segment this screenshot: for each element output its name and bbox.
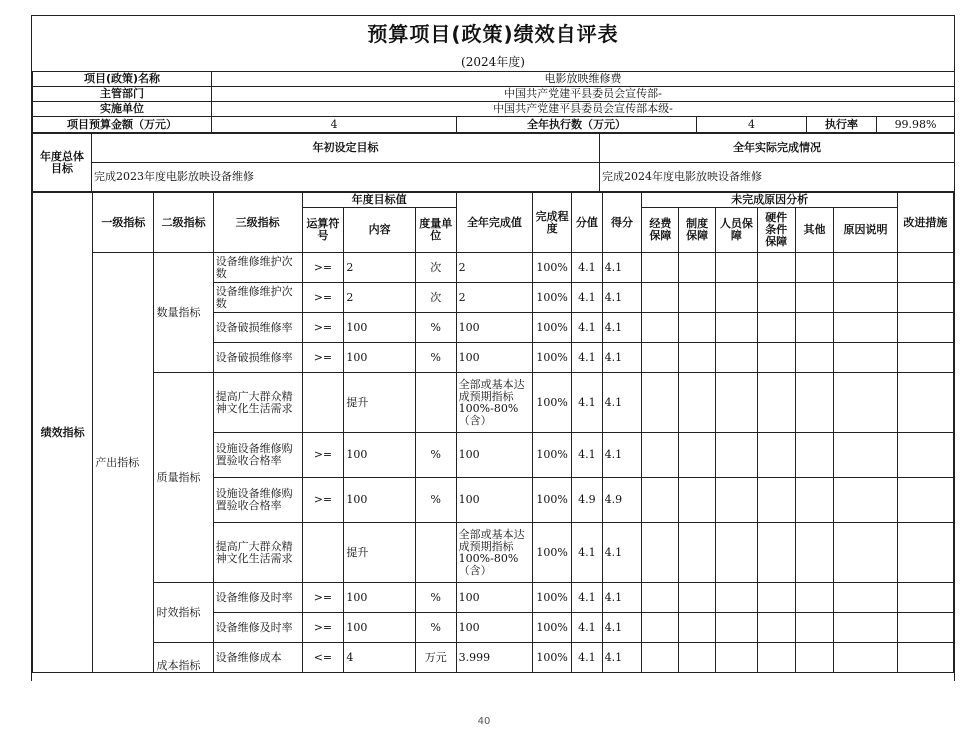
reason-cell: [834, 373, 897, 433]
actual-cell: 100: [456, 478, 533, 523]
reason-cell: [642, 283, 679, 313]
reason-cell: [715, 433, 757, 478]
reason-cell: [642, 313, 679, 343]
reason-cell: [834, 478, 897, 523]
score-value-header: 分值: [572, 193, 603, 253]
reason-cell: [715, 478, 757, 523]
improve-cell: [897, 313, 953, 343]
reason-funding-header: 经费保障: [642, 208, 679, 253]
improve-cell: [897, 433, 953, 478]
degree-cell: 100%: [533, 343, 572, 373]
goal-table: [32, 133, 955, 192]
unit-value: 中国共产党建平县委员会宣传部本级-: [212, 102, 955, 117]
reason-explain-header: 原因说明: [834, 208, 897, 253]
actual-completion-text: 完成2024年度电影放映设备维修: [600, 163, 955, 192]
dept-label: 主管部门: [33, 87, 212, 102]
reason-cell: [715, 283, 757, 313]
reason-cell: [834, 433, 897, 478]
reason-cell: [715, 253, 757, 283]
value-cell: 4.1: [572, 253, 603, 283]
unit-cell: %: [415, 613, 456, 643]
reason-cell: [795, 583, 834, 613]
reason-cell: [757, 343, 795, 373]
unit-cell: %: [415, 583, 456, 613]
reason-cell: [642, 343, 679, 373]
reason-cell: [715, 313, 757, 343]
reason-cell: [679, 478, 716, 523]
reason-cell: [795, 253, 834, 283]
reason-cell: [834, 523, 897, 583]
unit-cell: 次: [415, 253, 456, 283]
reason-cell: [757, 253, 795, 283]
actual-cell: 全部或基本达成预期指标100%-80%（含）: [456, 373, 533, 433]
reason-cell: [757, 373, 795, 433]
exec-label: 全年执行数（万元）: [457, 117, 697, 133]
rate-label: 执行率: [807, 117, 877, 133]
score-cell: 4.1: [602, 523, 642, 583]
year-subtitle: (2024年度): [461, 55, 525, 69]
reason-group-header: 未完成原因分析: [642, 193, 897, 208]
degree-cell: 100%: [533, 523, 572, 583]
reason-cell: [795, 373, 834, 433]
level2-quality-cell: 质量指标: [154, 373, 213, 583]
content-cell: 提升: [344, 523, 415, 583]
reason-cell: [834, 313, 897, 343]
content-cell: 100: [344, 613, 415, 643]
content-cell: 提升: [344, 373, 415, 433]
improve-cell: [897, 583, 953, 613]
reason-cell: [679, 253, 716, 283]
reason-cell: [757, 613, 795, 643]
table-row: [33, 643, 954, 673]
reason-cell: [795, 478, 834, 523]
level2-quantity-cell: 数量指标: [154, 253, 213, 373]
value-cell: 4.1: [572, 523, 603, 583]
reason-cell: [795, 313, 834, 343]
reason-cell: [642, 478, 679, 523]
degree-cell: 100%: [533, 373, 572, 433]
op-cell: >=: [302, 613, 344, 643]
unit-cell: 万元: [415, 643, 456, 673]
level1-header: 一级指标: [93, 193, 154, 253]
reason-cell: [679, 643, 716, 673]
level3-cell: 提高广大群众精神文化生活需求: [213, 373, 302, 433]
reason-cell: [834, 343, 897, 373]
op-cell: >=: [302, 283, 344, 313]
op-cell: >=: [302, 313, 344, 343]
exec-value: 4: [697, 117, 807, 133]
target-group-header: 年度目标值: [302, 193, 456, 208]
initial-goal-header: 年初设定目标: [92, 134, 600, 163]
level3-cell: 设备维修成本: [213, 643, 302, 673]
score-cell: 4.9: [602, 478, 642, 523]
reason-cell: [834, 643, 897, 673]
level2-cost-cell: 成本指标: [154, 643, 213, 673]
degree-cell: 100%: [533, 283, 572, 313]
degree-cell: 100%: [533, 478, 572, 523]
op-cell: >=: [302, 343, 344, 373]
reason-cell: [679, 523, 716, 583]
project-name-label: 项目(政策)名称: [33, 72, 212, 87]
score-cell: 4.1: [602, 343, 642, 373]
table-row: [33, 583, 954, 613]
table-row: [33, 373, 954, 433]
reason-cell: [642, 433, 679, 478]
op-cell: >=: [302, 583, 344, 613]
level3-cell: 设施设备维修购置验收合格率: [213, 433, 302, 478]
improve-cell: [897, 478, 953, 523]
improve-cell: [897, 253, 953, 283]
value-cell: 4.1: [572, 283, 603, 313]
score-header: 得分: [602, 193, 642, 253]
unit-cell: [415, 523, 456, 583]
score-cell: 4.1: [602, 433, 642, 478]
actual-cell: 100: [456, 313, 533, 343]
value-cell: 4.1: [572, 583, 603, 613]
budget-label: 项目预算金额（万元）: [33, 117, 212, 133]
score-cell: 4.1: [602, 283, 642, 313]
score-cell: 4.1: [602, 613, 642, 643]
reason-cell: [642, 373, 679, 433]
level3-cell: 设备破损维修率: [213, 313, 302, 343]
reason-cell: [679, 343, 716, 373]
op-cell: >=: [302, 478, 344, 523]
rate-value: 99.98%: [877, 117, 955, 133]
level3-cell: 设备维修维护次数: [213, 253, 302, 283]
content-cell: 2: [344, 253, 415, 283]
actual-cell: 3.999: [456, 643, 533, 673]
op-cell: [302, 373, 344, 433]
level1-output-cell: 产出指标: [93, 253, 154, 673]
initial-goal-text: 完成2023年度电影放映设备维修: [92, 163, 600, 192]
unit-label: 实施单位: [33, 102, 212, 117]
reason-cell: [757, 583, 795, 613]
degree-header: 完成程度: [533, 193, 572, 253]
score-cell: 4.1: [602, 313, 642, 343]
value-cell: 4.1: [572, 643, 603, 673]
reason-cell: [795, 643, 834, 673]
degree-cell: 100%: [533, 253, 572, 283]
score-cell: 4.1: [602, 643, 642, 673]
reason-cell: [679, 433, 716, 478]
content-header: 内容: [344, 208, 415, 253]
improve-cell: [897, 283, 953, 313]
score-cell: 4.1: [602, 373, 642, 433]
unit-cell: 次: [415, 283, 456, 313]
improve-cell: [897, 523, 953, 583]
improve-header: 改进措施: [897, 193, 953, 253]
unit-cell: [415, 373, 456, 433]
value-cell: 4.1: [572, 313, 603, 343]
improve-cell: [897, 643, 953, 673]
reason-cell: [715, 373, 757, 433]
unit-cell: %: [415, 313, 456, 343]
level3-cell: 设备破损维修率: [213, 343, 302, 373]
degree-cell: 100%: [533, 613, 572, 643]
project-name-value: 电影放映维修费: [212, 72, 955, 87]
reason-cell: [795, 613, 834, 643]
level3-header: 三级指标: [213, 193, 302, 253]
content-cell: 100: [344, 343, 415, 373]
content-cell: 100: [344, 478, 415, 523]
reason-cell: [795, 433, 834, 478]
reason-cell: [795, 523, 834, 583]
annual-goal-label: 年度总体目标: [33, 134, 92, 192]
info-table: [32, 71, 955, 133]
reason-cell: [642, 523, 679, 583]
actual-cell: 2: [456, 253, 533, 283]
level3-cell: 提高广大群众精神文化生活需求: [213, 523, 302, 583]
budget-value: 4: [212, 117, 457, 133]
reason-cell: [795, 283, 834, 313]
reason-hardware-header: 硬件条件保障: [757, 208, 795, 253]
reason-cell: [679, 613, 716, 643]
op-cell: <=: [302, 643, 344, 673]
level3-cell: 设备维修及时率: [213, 613, 302, 643]
actual-cell: 2: [456, 283, 533, 313]
level2-time-cell: 时效指标: [154, 583, 213, 643]
reason-cell: [642, 643, 679, 673]
unit-cell: %: [415, 343, 456, 373]
reason-cell: [834, 253, 897, 283]
score-cell: 4.1: [602, 583, 642, 613]
indicator-table: [32, 192, 954, 673]
unit-cell: %: [415, 478, 456, 523]
unit-cell: %: [415, 433, 456, 478]
actual-completion-header: 全年实际完成情况: [600, 134, 955, 163]
reason-cell: [757, 433, 795, 478]
symbol-header: 运算符号: [302, 208, 344, 253]
op-cell: [302, 523, 344, 583]
dept-value: 中国共产党建平县委员会宣传部-: [212, 87, 955, 102]
reason-cell: [834, 613, 897, 643]
table-row: [33, 253, 954, 283]
page-number: 40: [477, 716, 491, 727]
reason-cell: [757, 313, 795, 343]
value-cell: 4.1: [572, 433, 603, 478]
value-cell: 4.1: [572, 343, 603, 373]
reason-system-header: 制度保障: [679, 208, 716, 253]
reason-cell: [715, 583, 757, 613]
self-evaluation-sheet: [31, 15, 955, 681]
reason-cell: [679, 313, 716, 343]
reason-cell: [757, 643, 795, 673]
reason-cell: [757, 283, 795, 313]
degree-cell: 100%: [533, 433, 572, 478]
level3-cell: 设备维修及时率: [213, 583, 302, 613]
actual-cell: 100: [456, 343, 533, 373]
op-cell: >=: [302, 253, 344, 283]
reason-cell: [834, 283, 897, 313]
degree-cell: 100%: [533, 313, 572, 343]
reason-cell: [642, 253, 679, 283]
improve-cell: [897, 613, 953, 643]
level3-cell: 设施设备维修购置验收合格率: [213, 478, 302, 523]
page-title: 预算项目(政策)绩效自评表: [367, 22, 619, 46]
reason-cell: [834, 583, 897, 613]
score-cell: 4.1: [602, 253, 642, 283]
reason-cell: [715, 613, 757, 643]
value-cell: 4.1: [572, 373, 603, 433]
content-cell: 100: [344, 583, 415, 613]
reason-cell: [795, 343, 834, 373]
reason-cell: [715, 343, 757, 373]
level2-header: 二级指标: [154, 193, 213, 253]
degree-cell: 100%: [533, 583, 572, 613]
improve-cell: [897, 343, 953, 373]
actual-cell: 100: [456, 583, 533, 613]
content-cell: 100: [344, 433, 415, 478]
improve-cell: [897, 373, 953, 433]
reason-other-header: 其他: [795, 208, 834, 253]
content-cell: 2: [344, 283, 415, 313]
reason-cell: [679, 283, 716, 313]
content-cell: 4: [344, 643, 415, 673]
reason-cell: [715, 523, 757, 583]
reason-cell: [679, 373, 716, 433]
op-cell: >=: [302, 433, 344, 478]
value-cell: 4.9: [572, 478, 603, 523]
actual-cell: 全部或基本达成预期指标100%-80%（含）: [456, 523, 533, 583]
actual-header: 全年完成值: [456, 193, 533, 253]
reason-cell: [757, 478, 795, 523]
perf-indicators-label: 绩效指标: [33, 193, 93, 673]
reason-cell: [715, 643, 757, 673]
reason-cell: [679, 583, 716, 613]
unit-header: 度量单位: [415, 208, 456, 253]
actual-cell: 100: [456, 433, 533, 478]
reason-cell: [642, 583, 679, 613]
level3-cell: 设备维修维护次数: [213, 283, 302, 313]
reason-staff-header: 人员保障: [715, 208, 757, 253]
content-cell: 100: [344, 313, 415, 343]
reason-cell: [757, 523, 795, 583]
value-cell: 4.1: [572, 613, 603, 643]
actual-cell: 100: [456, 613, 533, 643]
reason-cell: [642, 613, 679, 643]
degree-cell: 100%: [533, 643, 572, 673]
